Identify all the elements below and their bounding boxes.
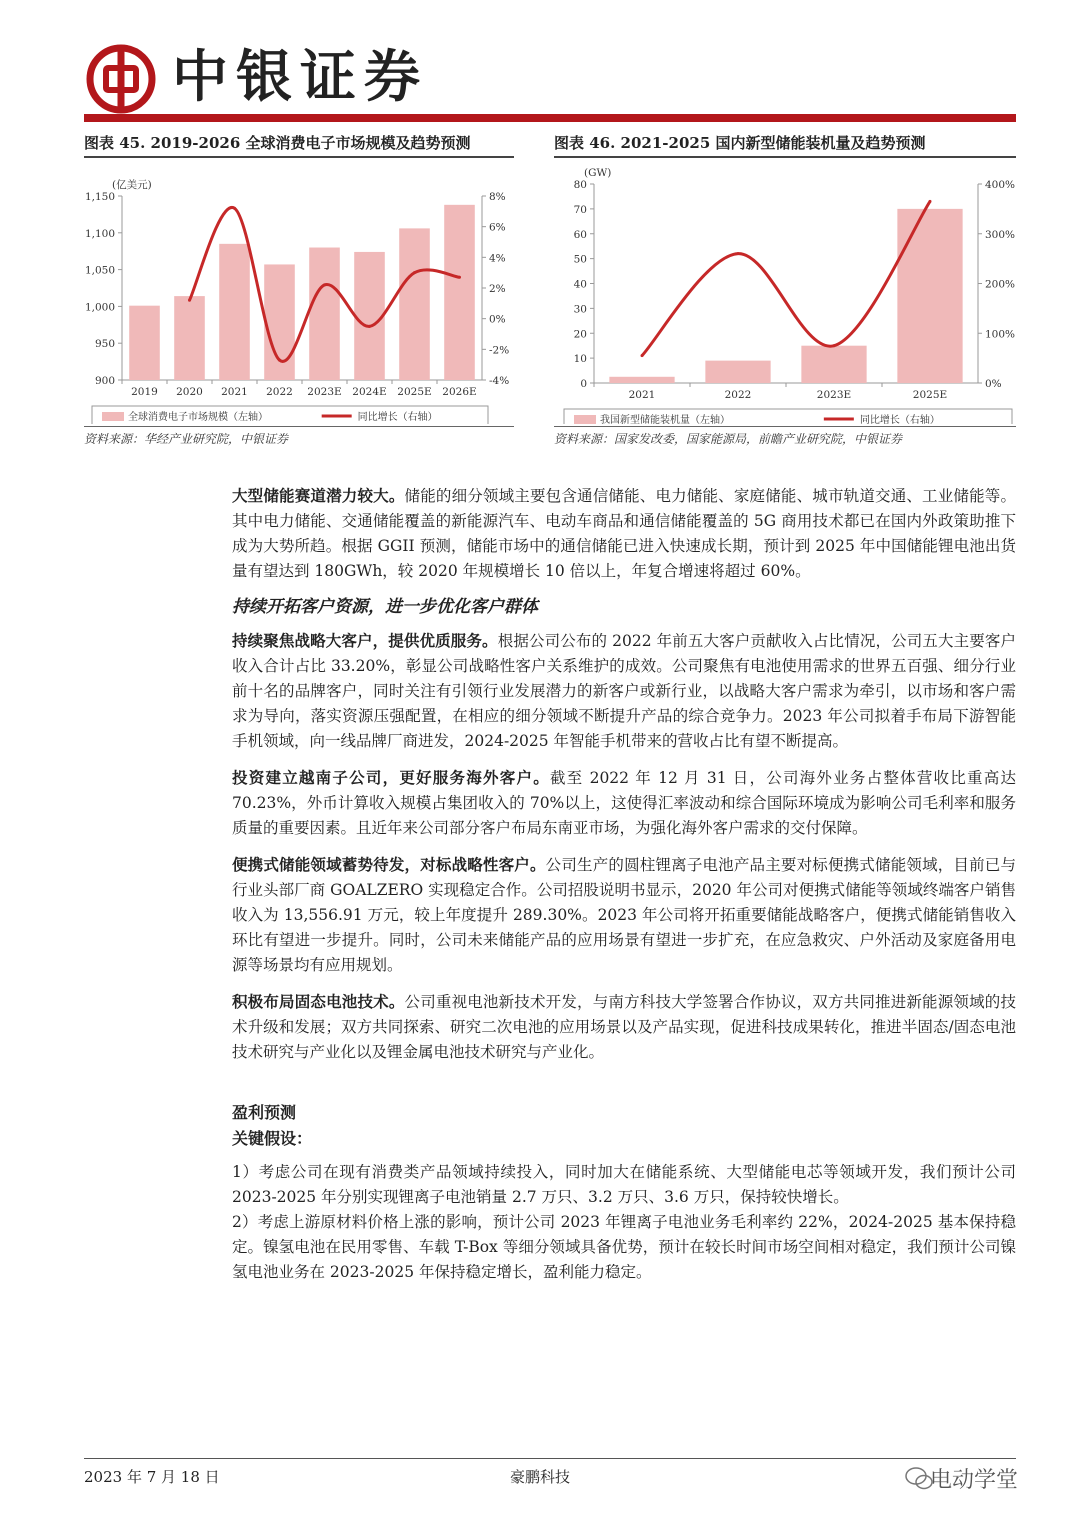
- footer-date: 2023 年 7 月 18 日: [84, 1468, 220, 1486]
- growth-point: [368, 325, 371, 328]
- bar: [174, 296, 205, 380]
- right-tick-label: -4%: [489, 375, 510, 387]
- chart-45-title: 图表 45. 2019-2026 全球消费电子市场规模及趋势预测: [84, 134, 471, 152]
- left-tick-label: 60: [573, 228, 587, 241]
- chart-46-title-rule: [554, 156, 1016, 158]
- right-tick-label: 400%: [985, 179, 1016, 191]
- left-axis-unit: (GW): [584, 167, 612, 179]
- assumptions-heading: 关键假设：: [232, 1129, 313, 1148]
- x-tick-label: 2020: [176, 386, 203, 398]
- paragraph-strategic-clients: [232, 628, 1016, 754]
- chart-46-title: 图表 46. 2021-2025 国内新型储能装机量及趋势预测: [554, 134, 926, 152]
- bar: [609, 377, 674, 383]
- bar: [354, 252, 385, 380]
- left-tick-label: 40: [573, 278, 587, 291]
- assumption-1: 1）考虑公司在现有消费类产品领域持续投入，同时加大在储能系统、大型储能电芯等领域开发，我们预计公司 2023-2025 年分别实现锂离子电池销量 2.7 万只、3.2 万只、3.6 万只，保持较快增长。: [232, 1163, 1016, 1206]
- chart-45-panel: [84, 128, 544, 446]
- right-tick-label: -2%: [489, 344, 510, 357]
- bar: [399, 228, 430, 380]
- legend-bar-swatch: [102, 412, 124, 421]
- growth-point: [641, 354, 644, 357]
- right-tick-label: 4%: [489, 252, 506, 265]
- x-tick-label: 2023E: [816, 389, 852, 401]
- chart-46-source-rule: [554, 426, 1016, 427]
- paragraph-body: 根据公司公布的 2022 年前五大客户贡献收入占比情况，公司五大主要客户收入合计占比 33.20%，彰显公司战略性客户关系维护的成效。公司聚焦有电池使用需求的世界五百强、细分行业前十名的品牌客户，同时关注有引领行业发展潜力的新客户或新行业，以战略大客户需求为牵引，以市场和客户需求为导向，落实资源压强配置，在相应的细分领域不断提升产品的综合竞争力。2023 年公司拟着手布局下游智能手机领域，向一线品牌厂商进发，2024-2025 年智能手机带来的营收占比有望不断提高。: [232, 632, 1016, 750]
- bar: [897, 209, 962, 383]
- growth-line: [642, 201, 930, 355]
- growth-point: [323, 283, 326, 286]
- forecast-heading: 盈利预测: [232, 1103, 297, 1122]
- legend-bar-label: 我国新型储能装机量（左轴）: [600, 415, 730, 424]
- growth-point: [188, 299, 191, 302]
- paragraph-body: 储能的细分领域主要包含通信储能、电力储能、家庭储能、城市轨道交通、工业储能等。其中电力储能、交通储能覆盖的新能源汽车、电动车商品和通信储能覆盖的 5G 商用技术都已在国内外政策助推下成为大势所趋。根据 GGII 预测，储能市场中的通信储能已进入快速成长期，预计到 2025 年中国储能锂电池出货量有望达到 180GWh，较 2020 年规模增长 10 倍以上，年复合增速将超过 60%。: [232, 487, 1016, 580]
- x-tick-label: 2026E: [442, 386, 477, 398]
- bar: [219, 244, 250, 380]
- watermark-text: 电动学堂: [930, 1468, 1019, 1493]
- right-tick-label: 0%: [985, 378, 1002, 390]
- right-tick-label: 2%: [489, 283, 506, 295]
- chart-46-source: 资料来源：国家发改委，国家能源局，前瞻产业研究院，中银证券: [554, 432, 903, 446]
- paragraph-body: 公司重视电池新技术开发，与南方科技大学签署合作协议，双方共同推进新能源领域的技术升级和发展；双方共同探索、研究二次电池的应用场景以及产品实现，促进科技成果转化，推进半固态/固态电池技术研究与产业化以及锂金属电池技术研究与产业化。: [232, 993, 1016, 1061]
- left-tick-label: 0: [580, 378, 587, 390]
- growth-point: [737, 252, 740, 255]
- footer-rule: [84, 1458, 1016, 1459]
- bar: [705, 361, 770, 383]
- growth-point: [458, 276, 461, 279]
- left-tick-label: 1,150: [84, 191, 115, 203]
- left-tick-label: 1,000: [84, 301, 115, 314]
- left-tick-label: 30: [573, 303, 587, 316]
- x-tick-label: 2022: [266, 386, 293, 398]
- growth-point: [929, 200, 932, 203]
- paragraph-body: 截至 2022 年 12 月 31 日，公司海外业务占整体营收比重高达 70.23%，外币计算收入规模占集团收入的 70%以上，这使得汇率波动和综合国际环境成为影响公司毛利率和服务质量的重要因素。且近年来公司部分客户布局东南亚市场，为强化海外客户需求的交付保障。: [232, 769, 1016, 837]
- chart-45-plot: [84, 164, 514, 424]
- left-tick-label: 50: [573, 253, 587, 266]
- x-tick-label: 2021: [221, 386, 248, 398]
- x-tick-label: 2024E: [352, 386, 387, 398]
- x-tick-label: 2025E: [397, 386, 432, 398]
- right-tick-label: 200%: [985, 278, 1016, 291]
- left-tick-label: 1,050: [84, 264, 115, 277]
- left-axis-unit: (亿美元): [112, 179, 152, 191]
- x-tick-label: 2021: [628, 389, 656, 401]
- right-tick-label: 100%: [985, 328, 1016, 341]
- left-tick-label: 10: [573, 353, 587, 366]
- header-rule: [84, 114, 1016, 122]
- paragraph-lead: 大型储能赛道潜力较大。: [232, 486, 405, 505]
- assumption-2: 2）考虑上游原材料价格上涨的影响，预计公司 2023 年锂离子电池业务毛利率约 22%，2024-2025 基本保持稳定。镍氢电池在民用零售、车载 T-Box 等细分领域具备优势，预计在较长时间市场空间相对稳定，我们预计公司镍氢电池业务在 2023-2025 年保持稳定增长，盈利能力稳定。: [232, 1213, 1016, 1281]
- bar: [129, 306, 160, 380]
- left-tick-label: 1,100: [84, 227, 115, 240]
- right-tick-label: 8%: [489, 191, 506, 203]
- paragraph-storage-track: [232, 483, 1016, 584]
- left-tick-label: 80: [573, 179, 587, 191]
- paragraph-body: 公司生产的圆柱锂离子电池产品主要对标便携式储能领域，目前已与行业头部厂商 GOALZERO 实现稳定合作。公司招股说明书显示，2020 年公司对便携式储能等领域终端客户销售收入为 13,556.91 万元，较上年度提升 289.30%。2023 年公司将开拓重要储能战略客户，便携式储能销售收入环比有望进一步提升。同时，公司未来储能产品的应用场景有望进一步扩充，在应急救灾、户外活动及家庭备用电源等场景均有应用规划。: [232, 856, 1016, 974]
- left-tick-label: 950: [94, 338, 115, 351]
- left-tick-label: 20: [573, 328, 587, 341]
- paragraph-lead: 便携式储能领域蓄势待发，对标战略性客户。: [232, 855, 546, 874]
- left-tick-label: 70: [573, 203, 587, 216]
- x-tick-label: 2025E: [912, 389, 948, 401]
- chart-45-source-rule: [84, 426, 514, 427]
- x-tick-label: 2019: [131, 386, 158, 398]
- chart-45-source: 资料来源：华经产业研究院，中银证券: [84, 432, 289, 446]
- right-tick-label: 300%: [985, 228, 1016, 241]
- footer-company: 豪鹏科技: [510, 1468, 571, 1486]
- legend-line-label: 同比增长（右轴）: [357, 412, 438, 423]
- bar: [264, 264, 295, 380]
- growth-point: [278, 359, 281, 362]
- chart-45-title-rule: [84, 156, 514, 158]
- paragraph-portable-storage: [232, 852, 1016, 978]
- bar: [801, 346, 866, 383]
- paragraph-lead: 持续聚焦战略大客户，提供优质服务。: [232, 631, 498, 650]
- right-tick-label: 6%: [489, 221, 506, 234]
- growth-point: [833, 344, 836, 347]
- body-text: [232, 483, 1016, 1285]
- growth-point: [413, 271, 416, 274]
- x-tick-label: 2023E: [307, 386, 342, 398]
- left-tick-label: 900: [94, 375, 115, 387]
- legend-bar-swatch: [574, 415, 596, 424]
- bar: [444, 205, 475, 380]
- paragraph-lead: 投资建立越南子公司，更好服务海外客户。: [232, 768, 550, 787]
- legend-line-label: 同比增长（右轴）: [859, 415, 940, 424]
- paragraph-solid-state: [232, 989, 1016, 1065]
- right-tick-label: 0%: [489, 313, 506, 326]
- growth-point: [233, 207, 236, 210]
- chart-46-plot: [554, 164, 1016, 424]
- bank-of-china-logo: [86, 44, 156, 114]
- paragraph-vietnam-subsidiary: [232, 765, 1016, 841]
- brand-name: 中银证券: [172, 44, 428, 110]
- legend-bar-label: 全球消费电子市场规模（左轴）: [128, 412, 268, 423]
- chart-46-panel: [554, 128, 1016, 446]
- bar: [309, 248, 340, 380]
- x-tick-label: 2022: [724, 389, 752, 401]
- section-heading: 持续开拓客户资源，进一步优化客户群体: [232, 597, 538, 617]
- paragraph-lead: 积极布局固态电池技术。: [232, 992, 405, 1011]
